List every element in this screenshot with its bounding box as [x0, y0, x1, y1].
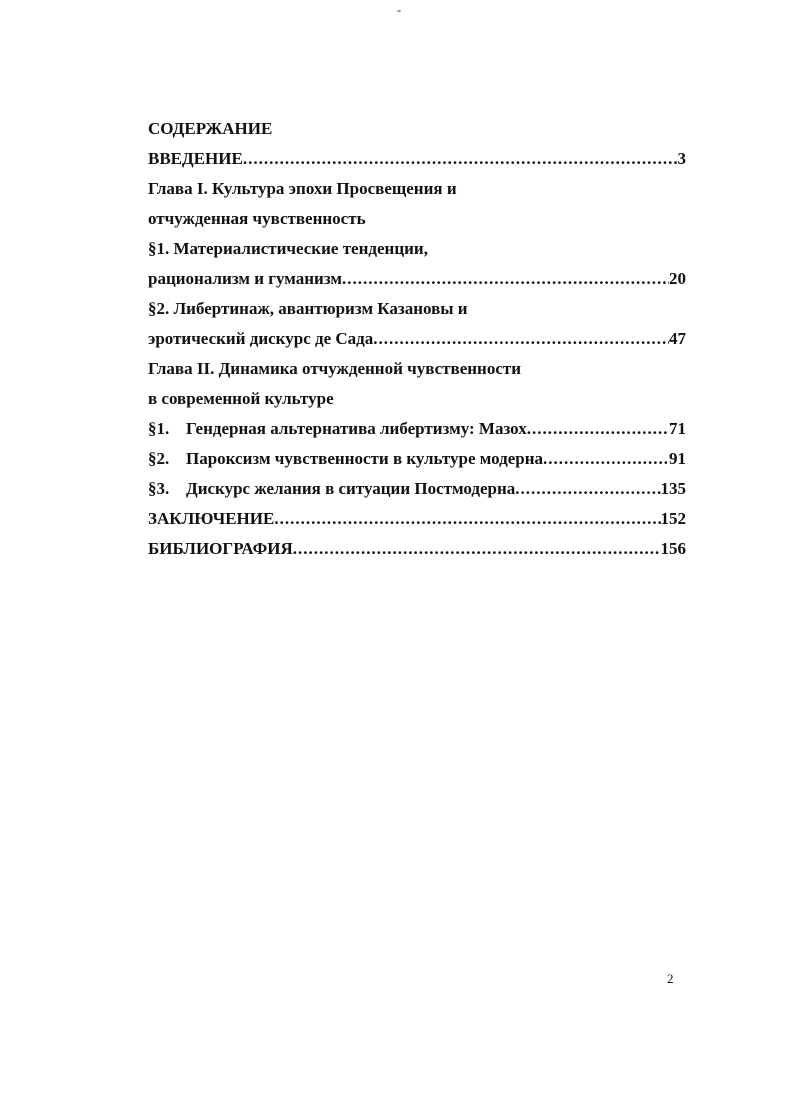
toc-entry-text: рационализм и гуманизм	[148, 269, 343, 288]
toc-entry-page: 152	[660, 509, 686, 528]
toc-section-number: §2.	[148, 449, 170, 468]
toc-entry-text: ЗАКЛЮЧЕНИЕ	[148, 509, 275, 528]
toc-section-number: §3.	[148, 479, 170, 498]
toc-section-number: §1.	[148, 419, 170, 438]
toc-entry-text: Гендерная альтернатива либертизму: Мазох	[186, 419, 527, 438]
toc-leader-dots	[293, 534, 661, 564]
top-mark: -	[397, 3, 401, 17]
toc-entry-text: Дискурс желания в ситуации Постмодерна	[186, 479, 516, 498]
toc-entry-page: 47	[669, 329, 686, 348]
toc-leader-dots	[274, 504, 660, 534]
toc-entry-page: 3	[677, 149, 686, 168]
toc-entry-page: 20	[669, 269, 686, 288]
toc-entry-text: БИБЛИОГРАФИЯ	[148, 539, 293, 558]
toc-ch2-sec1-entry	[148, 414, 686, 444]
toc-ch1-sec1-entry	[148, 264, 686, 294]
toc-entry-intro	[148, 144, 686, 174]
toc-leader-dots	[527, 414, 669, 444]
toc-chapter2-title: Глава II. Динамика отчужденной чувственности	[148, 359, 522, 378]
toc-entry-page: 135	[660, 479, 686, 498]
toc-leader-dots	[373, 324, 669, 354]
table-of-contents	[148, 114, 686, 564]
toc-entry-text: эротический дискурс де Сада	[148, 329, 374, 348]
toc-chapter1-subtitle: отчужденная чувственность	[148, 209, 366, 228]
toc-ch2-sec3-entry	[148, 474, 686, 504]
toc-ch1-sec2-entry	[148, 324, 686, 354]
toc-leader-dots	[243, 144, 678, 174]
page-number: 2	[667, 971, 674, 986]
toc-leader-dots	[342, 264, 669, 294]
toc-leader-dots	[515, 474, 660, 504]
toc-ch2-sec2-entry	[148, 444, 686, 474]
toc-entry-page: 156	[660, 539, 686, 558]
toc-entry-bibliography	[148, 534, 686, 564]
toc-chapter2-subtitle: в современной культуре	[148, 389, 334, 408]
toc-ch1-sec1-title: §1. Материалистические тенденции,	[148, 239, 428, 258]
toc-entry-text: Пароксизм чувственности в культуре модерна	[186, 449, 544, 468]
toc-leader-dots	[543, 444, 669, 474]
toc-entry-text: ВВЕДЕНИЕ	[148, 149, 243, 168]
toc-entry-page: 71	[669, 419, 686, 438]
toc-chapter1-title: Глава I. Культура эпохи Просвещения и	[148, 179, 457, 198]
toc-entry-conclusion	[148, 504, 686, 534]
toc-entry-page: 91	[669, 449, 686, 468]
toc-title: СОДЕРЖАНИЕ	[148, 119, 273, 138]
toc-ch1-sec2-title: §2. Либертинаж, авантюризм Казановы и	[148, 299, 468, 318]
